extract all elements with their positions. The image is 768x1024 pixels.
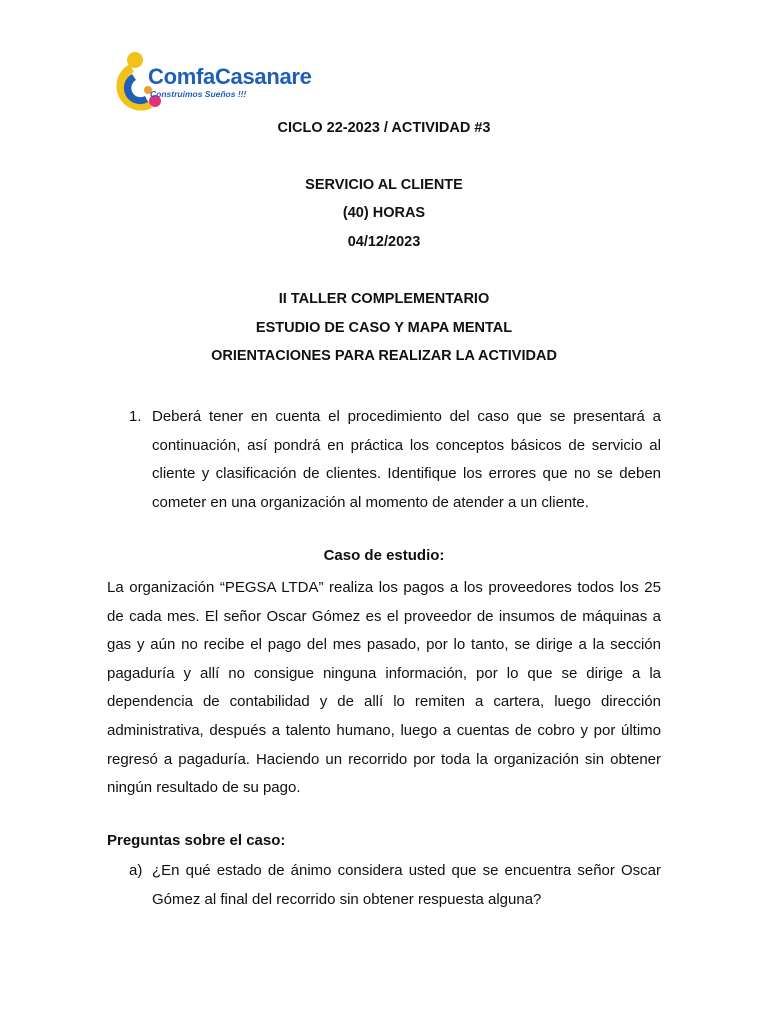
orientations-heading: ORIENTACIONES PARA REALIZAR LA ACTIVIDAD — [211, 348, 557, 364]
question-text: ¿En qué estado de ánimo considera usted que se encuentra señor Oscar Gómez al final del recorrido sin obtener respuesta alguna? — [152, 862, 661, 908]
case-study-text: La organización “PEGSA LTDA” realiza los pagos a los proveedores todos los 25 de cada mes. El señor Oscar Gómez es el proveedor de insumos de máquinas a gas y aún no recibe el pago del mes pasado, por lo tanto, se dirige a la sección pagaduría y allí no consigue ninguna información, por lo que se dirige a la dependencia de contabilidad y de allí lo remiten a cartera, luego dirección administrativa, después a talento humano, luego a cuentas de cobro y por último regresó a pagaduría. Haciendo un recorrido por toda la organización sin obtener ningún resultado de su pago. — [107, 579, 661, 797]
logo-slogan: Construimos Sueños !!! — [150, 89, 247, 99]
instruction-number: 1. — [129, 408, 142, 425]
workshop-heading: II TALLER COMPLEMENTARIO — [278, 291, 490, 307]
hours-heading: (40) HORAS — [342, 205, 426, 221]
instruction-text: Deberá tener en cuenta el procedimiento del caso que se presentará a continuación, así pondrá en práctica los conceptos básicos de servicio al cliente y clasificación de clientes. Identifique los errores que no se deben cometer en una organización al momento de atender a un cliente. — [152, 408, 661, 511]
logo-name: ComfaCasanare — [148, 64, 312, 89]
question-letter: a) — [129, 862, 143, 879]
course-heading: SERVICIO AL CLIENTE — [305, 177, 463, 193]
study-heading: ESTUDIO DE CASO Y MAPA MENTAL — [255, 320, 513, 336]
date-heading: 04/12/2023 — [347, 234, 421, 250]
case-study-title: Caso de estudio: — [323, 547, 445, 564]
comfacasanare-logo — [108, 50, 318, 114]
questions-title: Preguntas sobre el caso: — [107, 832, 286, 849]
cycle-heading: CICLO 22-2023 / ACTIVIDAD #3 — [277, 120, 491, 136]
